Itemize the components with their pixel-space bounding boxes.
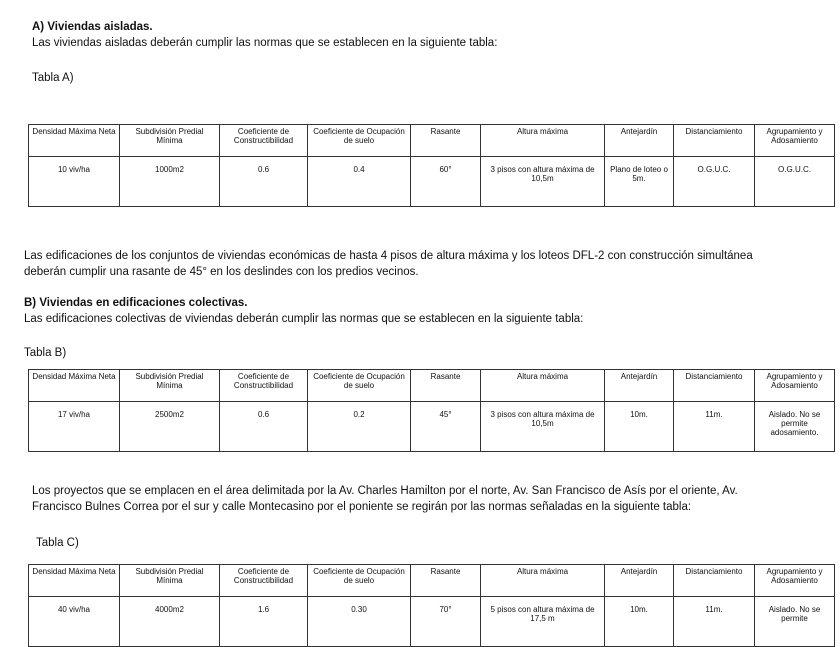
- table-cell: 0.4: [308, 157, 411, 207]
- section-a-intro: Las viviendas aisladas deberán cumplir las normas que se establecen en la siguiente tabla:: [32, 37, 498, 49]
- table-c-label: Tabla C): [36, 537, 79, 549]
- table-cell: 10m.: [605, 597, 674, 647]
- header-cell: Subdivisión Predial Mínima: [120, 565, 220, 597]
- header-cell: Coeficiente de Ocupación de suelo: [308, 370, 411, 402]
- header-cell: Coeficiente de Constructibilidad: [220, 565, 308, 597]
- header-cell: Agrupamiento y Adosamiento: [755, 125, 835, 157]
- table-cell: 1000m2: [120, 157, 220, 207]
- table-cell: 11m.: [674, 597, 755, 647]
- header-cell: Rasante: [411, 565, 481, 597]
- table-cell: 10 viv/ha: [29, 157, 120, 207]
- table-cell: Aislado. No se permite: [755, 597, 835, 647]
- table-b-header-row: [29, 370, 835, 402]
- table-a-header-row: [29, 125, 835, 157]
- header-cell: Rasante: [411, 125, 481, 157]
- table-cell: 2500m2: [120, 402, 220, 452]
- table-cell: 5 pisos con altura máxima de 17,5 m: [481, 597, 605, 647]
- section-b-intro: Las edificaciones colectivas de viviendas deberán cumplir las normas que se establecen en la siguiente tabla:: [24, 313, 584, 325]
- header-cell: Agrupamiento y Adosamiento: [755, 370, 835, 402]
- table-cell: Plano de loteo o 5m.: [605, 157, 674, 207]
- table-cell: Aislado. No se permite adosamiento.: [755, 402, 835, 452]
- table-cell: 17 viv/ha: [29, 402, 120, 452]
- header-cell: Coeficiente de Constructibilidad: [220, 125, 308, 157]
- header-cell: Distanciamiento: [674, 370, 755, 402]
- header-cell: Distanciamiento: [674, 125, 755, 157]
- header-cell: Coeficiente de Ocupación de suelo: [308, 565, 411, 597]
- header-cell: Densidad Máxima Neta: [29, 565, 120, 597]
- header-cell: Densidad Máxima Neta: [29, 370, 120, 402]
- header-cell: Altura máxima: [481, 125, 605, 157]
- header-cell: Densidad Máxima Neta: [29, 125, 120, 157]
- header-cell: Agrupamiento y Adosamiento: [755, 565, 835, 597]
- table-cell: 45°: [411, 402, 481, 452]
- table-cell: 60°: [411, 157, 481, 207]
- table-cell: 3 pisos con altura máxima de 10,5m: [481, 157, 605, 207]
- header-cell: Altura máxima: [481, 565, 605, 597]
- table-row: [29, 402, 835, 452]
- header-cell: Antejardín: [605, 125, 674, 157]
- table-b: [28, 369, 835, 452]
- header-cell: Antejardín: [605, 370, 674, 402]
- section-a-title: A) Viviendas aisladas.: [32, 21, 153, 33]
- table-cell: 0.2: [308, 402, 411, 452]
- header-cell: Coeficiente de Ocupación de suelo: [308, 125, 411, 157]
- table-cell: 10m.: [605, 402, 674, 452]
- table-c: [28, 564, 835, 647]
- table-c-header-row: [29, 565, 835, 597]
- header-cell: Distanciamiento: [674, 565, 755, 597]
- table-cell: 0.6: [220, 402, 308, 452]
- table-cell: 11m.: [674, 402, 755, 452]
- area-paragraph-line2: Francisco Bulnes Correa por el sur y calle Montecasino por el poniente se regirán por las normas señaladas en la siguiente tabla:: [32, 501, 692, 513]
- header-cell: Subdivisión Predial Mínima: [120, 125, 220, 157]
- header-cell: Subdivisión Predial Mínima: [120, 370, 220, 402]
- table-b-label: Tabla B): [24, 347, 67, 359]
- table-cell: 1.6: [220, 597, 308, 647]
- header-cell: Coeficiente de Constructibilidad: [220, 370, 308, 402]
- table-row: [29, 597, 835, 647]
- table-a: [28, 124, 835, 207]
- header-cell: Antejardín: [605, 565, 674, 597]
- table-row: [29, 157, 835, 207]
- header-cell: Altura máxima: [481, 370, 605, 402]
- rasante-paragraph-line1: Las edificaciones de los conjuntos de viviendas económicas de hasta 4 pisos de altura máxima y los loteos DFL-2 con construcción simultánea: [24, 250, 753, 262]
- table-cell: 40 viv/ha: [29, 597, 120, 647]
- table-cell: O.G.U.C.: [674, 157, 755, 207]
- table-a-label: Tabla A): [32, 72, 74, 84]
- section-b-title: B) Viviendas en edificaciones colectivas.: [24, 297, 248, 309]
- table-cell: O.G.U.C.: [755, 157, 835, 207]
- table-cell: 70°: [411, 597, 481, 647]
- table-cell: 4000m2: [120, 597, 220, 647]
- header-cell: Rasante: [411, 370, 481, 402]
- rasante-paragraph-line2: deberán cumplir una rasante de 45° en los deslindes con los predios vecinos.: [24, 266, 419, 278]
- table-cell: 0.6: [220, 157, 308, 207]
- table-cell: 0.30: [308, 597, 411, 647]
- table-cell: 3 pisos con altura máxima de 10,5m: [481, 402, 605, 452]
- area-paragraph-line1: Los proyectos que se emplacen en el área delimitada por la Av. Charles Hamilton por el norte, Av. San Francisco de Asís por el oriente, Av.: [32, 485, 738, 497]
